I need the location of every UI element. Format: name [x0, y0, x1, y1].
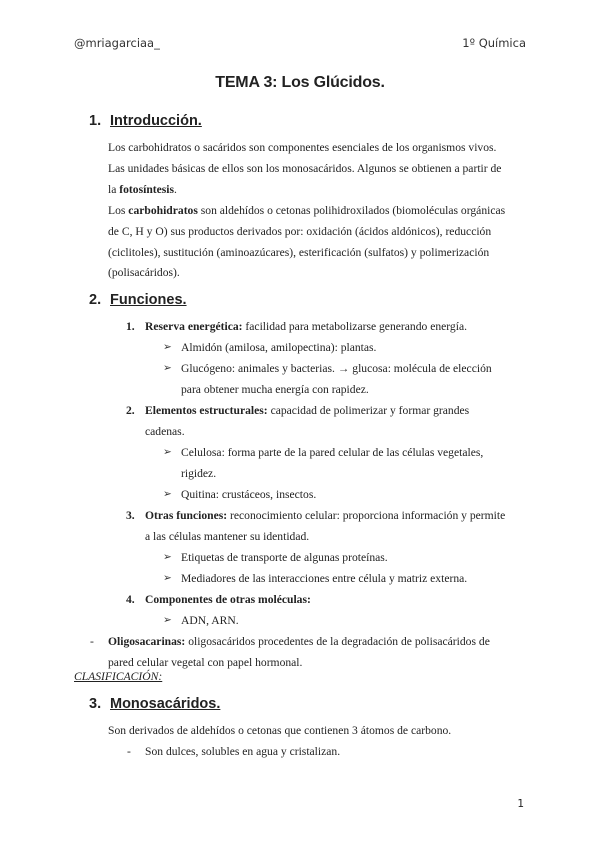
- arrow-bullet-icon: ➢: [163, 446, 172, 458]
- dash-bullet: -: [127, 745, 131, 758]
- list-item-cont: cadenas.: [145, 425, 185, 438]
- intro-line: (ciclitoles), sustitución (aminoazúcares), esterificación (sulfatos) y polimerización: [108, 246, 490, 259]
- list-item-cont: a las células mantener su identidad.: [145, 530, 310, 543]
- section-number: 3.: [89, 696, 102, 712]
- sub-item: Quitina: crustáceos, insectos.: [181, 488, 317, 501]
- intro-line: la fotosíntesis.: [108, 183, 177, 196]
- sub-item: Etiquetas de transporte de algunas proteínas.: [181, 551, 388, 564]
- oligosacarinas-item: Oligosacarinas: oligosacáridos procedentes de la degradación de polisacáridos de: [108, 635, 490, 648]
- sub-item: ADN, ARN.: [181, 614, 239, 627]
- arrow-bullet-icon: ➢: [163, 572, 172, 584]
- sub-item-cont: rigidez.: [181, 467, 217, 480]
- section-monosacaridos-heading: [89, 696, 220, 712]
- sub-item: Glucógeno: animales y bacterias. → glucosa: molécula de elección: [181, 362, 492, 375]
- arrow-bullet-icon: ➢: [163, 551, 172, 563]
- list-number: 2.: [126, 404, 135, 417]
- clasificacion-label: CLASIFICACIÓN:: [74, 670, 163, 683]
- sub-item: Mediadores de las interacciones entre célula y matriz externa.: [181, 572, 468, 585]
- list-item: Elementos estructurales: capacidad de polimerizar y formar grandes: [145, 404, 470, 417]
- list-item: Reserva energética: facilidad para metabolizarse generando energía.: [145, 320, 467, 333]
- arrow-bullet-icon: ➢: [163, 614, 172, 626]
- list-number: 1.: [126, 320, 135, 333]
- section-funciones-heading: [89, 292, 187, 308]
- arrow-bullet-icon: ➢: [163, 488, 172, 500]
- carbohidratos-term: carbohidratos: [128, 204, 198, 217]
- list-number: 3.: [126, 509, 135, 522]
- header-author: @mriagarciaa_: [74, 36, 160, 50]
- intro-line: de C, H y O) sus productos derivados por: oxidación (ácidos aldónicos), reducción: [108, 225, 492, 238]
- fotosintesis-term: fotosíntesis: [119, 183, 175, 196]
- mono-line: Son derivados de aldehídos o cetonas que contienen 3 átomos de carbono.: [108, 724, 452, 737]
- arrow-bullet-icon: ➢: [163, 341, 172, 353]
- section-introduccion-heading: [89, 113, 202, 129]
- section-label: Introducción.: [110, 113, 202, 129]
- sub-item: Celulosa: forma parte de la pared celular de las células vegetales,: [181, 446, 484, 459]
- dash-bullet: -: [90, 635, 94, 648]
- mono-bullet: Son dulces, solubles en agua y cristalizan.: [145, 745, 341, 758]
- sub-item-cont: para obtener mucha energía con rapidez.: [181, 383, 369, 396]
- section-label: Funciones.: [110, 292, 187, 308]
- page-title: TEMA 3: Los Glúcidos.: [215, 74, 385, 91]
- section-label: Monosacáridos.: [110, 696, 221, 712]
- intro-line: Las unidades básicas de ellos son los monosacáridos. Algunos se obtienen a partir de: [108, 162, 502, 175]
- list-item: Componentes de otras moléculas:: [145, 593, 311, 606]
- list-number: 4.: [126, 593, 135, 606]
- header-course: 1º Química: [462, 36, 526, 50]
- intro-line: Los carbohidratos o sacáridos son componentes esenciales de los organismos vivos.: [108, 141, 497, 154]
- list-item: Otras funciones: reconocimiento celular: proporciona información y permite: [145, 509, 506, 522]
- intro-line: (polisacáridos).: [108, 266, 180, 279]
- page-number: 1: [517, 798, 524, 810]
- oligosacarinas-cont: pared celular vegetal con papel hormonal.: [108, 656, 303, 669]
- section-number: 1.: [89, 113, 102, 129]
- arrow-bullet-icon: ➢: [163, 362, 172, 374]
- sub-item: Almidón (amilosa, amilopectina): plantas.: [181, 341, 377, 354]
- section-number: 2.: [89, 292, 102, 308]
- intro-line: Los carbohidratos son aldehídos o cetonas polihidroxilados (biomoléculas orgánicas: [108, 204, 506, 217]
